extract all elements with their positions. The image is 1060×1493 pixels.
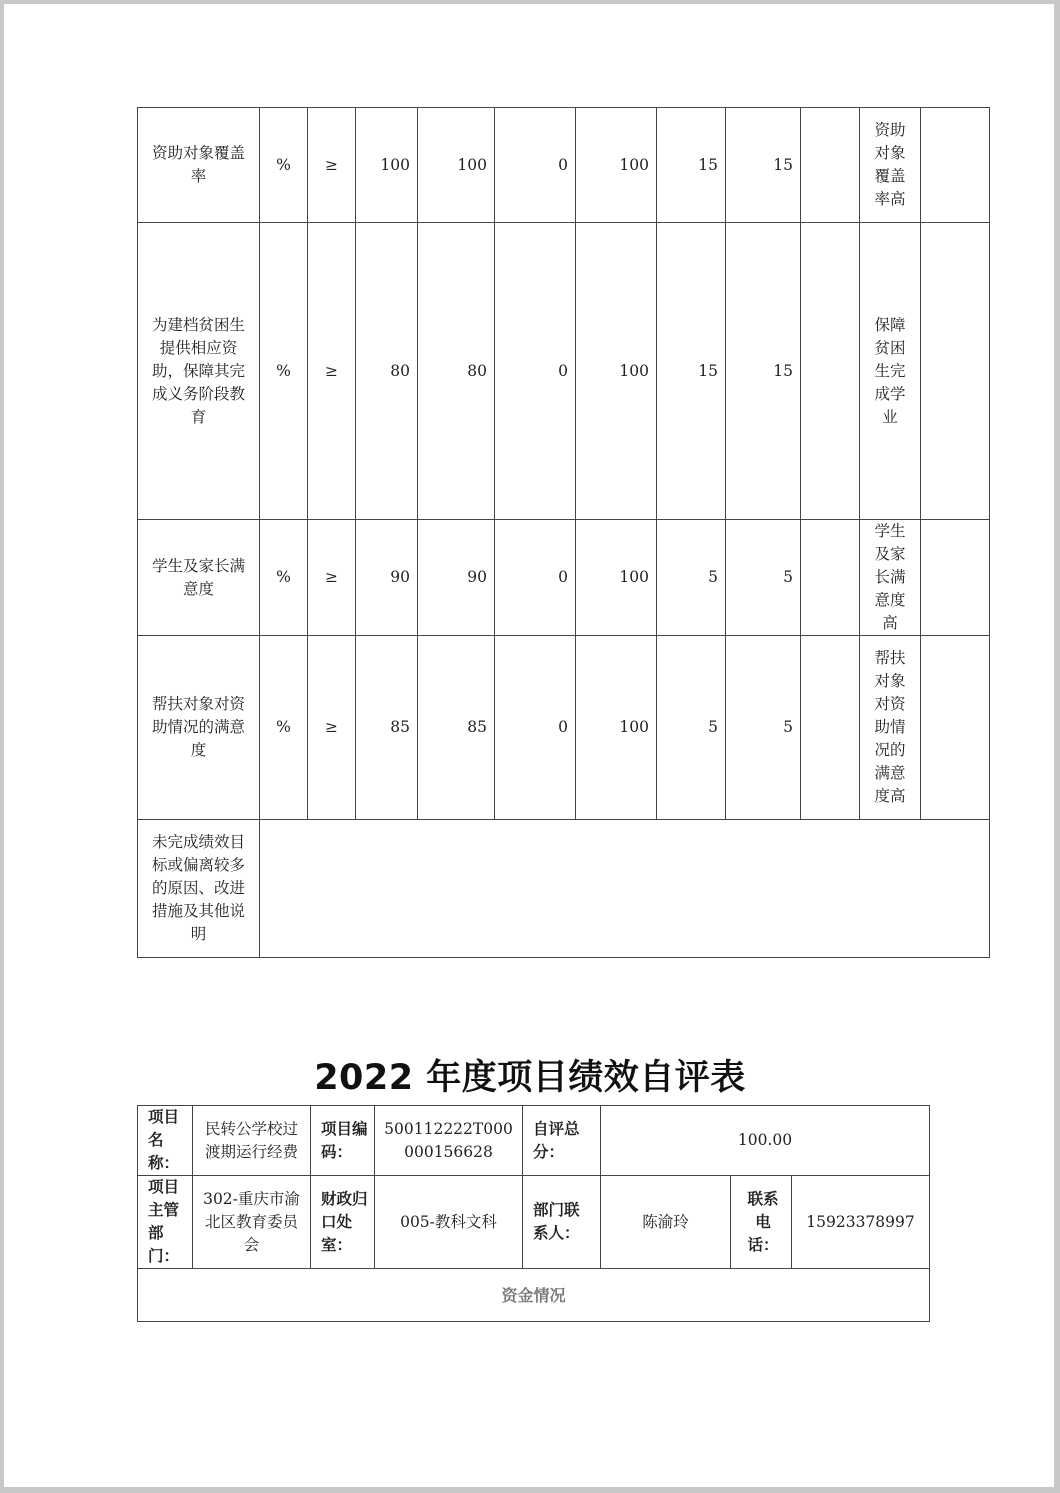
indicator-extra — [921, 108, 990, 223]
indicator-score: 5 — [726, 636, 801, 820]
indicator-deviation: 0 — [495, 223, 576, 520]
indicator-row — [138, 223, 990, 520]
contact-value: 陈渝玲 — [601, 1176, 731, 1269]
indicator-unit: % — [260, 223, 308, 520]
indicator-name: 学生及家长满意度 — [138, 520, 260, 636]
indicator-result: 学生及家长满意度高 — [860, 520, 921, 636]
indicator-operator: ≥ — [308, 108, 356, 223]
indicator-unit: % — [260, 636, 308, 820]
project-name-label: 项目名称： — [138, 1106, 193, 1176]
indicator-completion: 100 — [576, 636, 657, 820]
indicator-target: 90 — [356, 520, 418, 636]
indicator-deviation: 0 — [495, 636, 576, 820]
indicator-actual: 80 — [418, 223, 495, 520]
indicator-score: 5 — [726, 520, 801, 636]
indicator-name: 资助对象覆盖率 — [138, 108, 260, 223]
indicator-extra — [921, 520, 990, 636]
indicator-row — [138, 636, 990, 820]
project-row-2 — [138, 1176, 930, 1269]
self-score-label: 自评总分： — [523, 1106, 601, 1176]
phone-label: 联系电话： — [731, 1176, 792, 1269]
indicator-operator: ≥ — [308, 636, 356, 820]
indicator-completion: 100 — [576, 223, 657, 520]
indicator-actual: 85 — [418, 636, 495, 820]
project-info-table — [137, 1105, 930, 1322]
self-score-value: 100.00 — [601, 1106, 930, 1176]
indicator-deviation: 0 — [495, 108, 576, 223]
indicator-score: 15 — [726, 108, 801, 223]
indicator-target: 80 — [356, 223, 418, 520]
indicator-extra — [921, 223, 990, 520]
indicator-note — [801, 108, 860, 223]
finance-value: 005-教科文科 — [375, 1176, 523, 1269]
indicator-weight: 5 — [657, 636, 726, 820]
finance-label: 财政归口处室： — [311, 1176, 375, 1269]
indicator-result: 帮扶对象对资助情况的满意度高 — [860, 636, 921, 820]
indicator-completion: 100 — [576, 520, 657, 636]
indicator-deviation: 0 — [495, 520, 576, 636]
indicator-name: 帮扶对象对资助情况的满意度 — [138, 636, 260, 820]
indicator-unit: % — [260, 108, 308, 223]
indicator-actual: 90 — [418, 520, 495, 636]
indicator-note — [801, 520, 860, 636]
project-code-label: 项目编码： — [311, 1106, 375, 1176]
funds-section-header: 资金情况 — [138, 1269, 930, 1322]
explain-label: 未完成绩效目标或偏离较多的原因、改进措施及其他说明 — [138, 820, 260, 958]
indicator-name: 为建档贫困生提供相应资助，保障其完成义务阶段教育 — [138, 223, 260, 520]
indicator-note — [801, 636, 860, 820]
phone-value: 15923378997 — [792, 1176, 930, 1269]
indicator-result: 保障贫困生完成学业 — [860, 223, 921, 520]
project-name-value: 民转公学校过渡期运行经费 — [193, 1106, 311, 1176]
indicator-extra — [921, 636, 990, 820]
indicator-operator: ≥ — [308, 520, 356, 636]
indicator-table — [137, 107, 990, 958]
indicator-weight: 15 — [657, 108, 726, 223]
form-title: 2022 年度项目绩效自评表 — [314, 1058, 746, 1098]
indicator-weight: 15 — [657, 223, 726, 520]
funds-section-row — [138, 1269, 930, 1322]
indicator-result: 资助对象覆盖率高 — [860, 108, 921, 223]
indicator-operator: ≥ — [308, 223, 356, 520]
indicator-note — [801, 223, 860, 520]
contact-label: 部门联系人： — [523, 1176, 601, 1269]
explain-row — [138, 820, 990, 958]
indicator-target: 85 — [356, 636, 418, 820]
indicator-unit: % — [260, 520, 308, 636]
indicator-row — [138, 520, 990, 636]
indicator-target: 100 — [356, 108, 418, 223]
project-code-value: 500112222T000000156628 — [375, 1106, 523, 1176]
explain-value — [260, 820, 990, 958]
indicator-score: 15 — [726, 223, 801, 520]
indicator-completion: 100 — [576, 108, 657, 223]
indicator-row — [138, 108, 990, 223]
indicator-weight: 5 — [657, 520, 726, 636]
project-row-1 — [138, 1106, 930, 1176]
dept-label: 项目主管部门： — [138, 1176, 193, 1269]
dept-value: 302-重庆市渝北区教育委员会 — [193, 1176, 311, 1269]
indicator-actual: 100 — [418, 108, 495, 223]
